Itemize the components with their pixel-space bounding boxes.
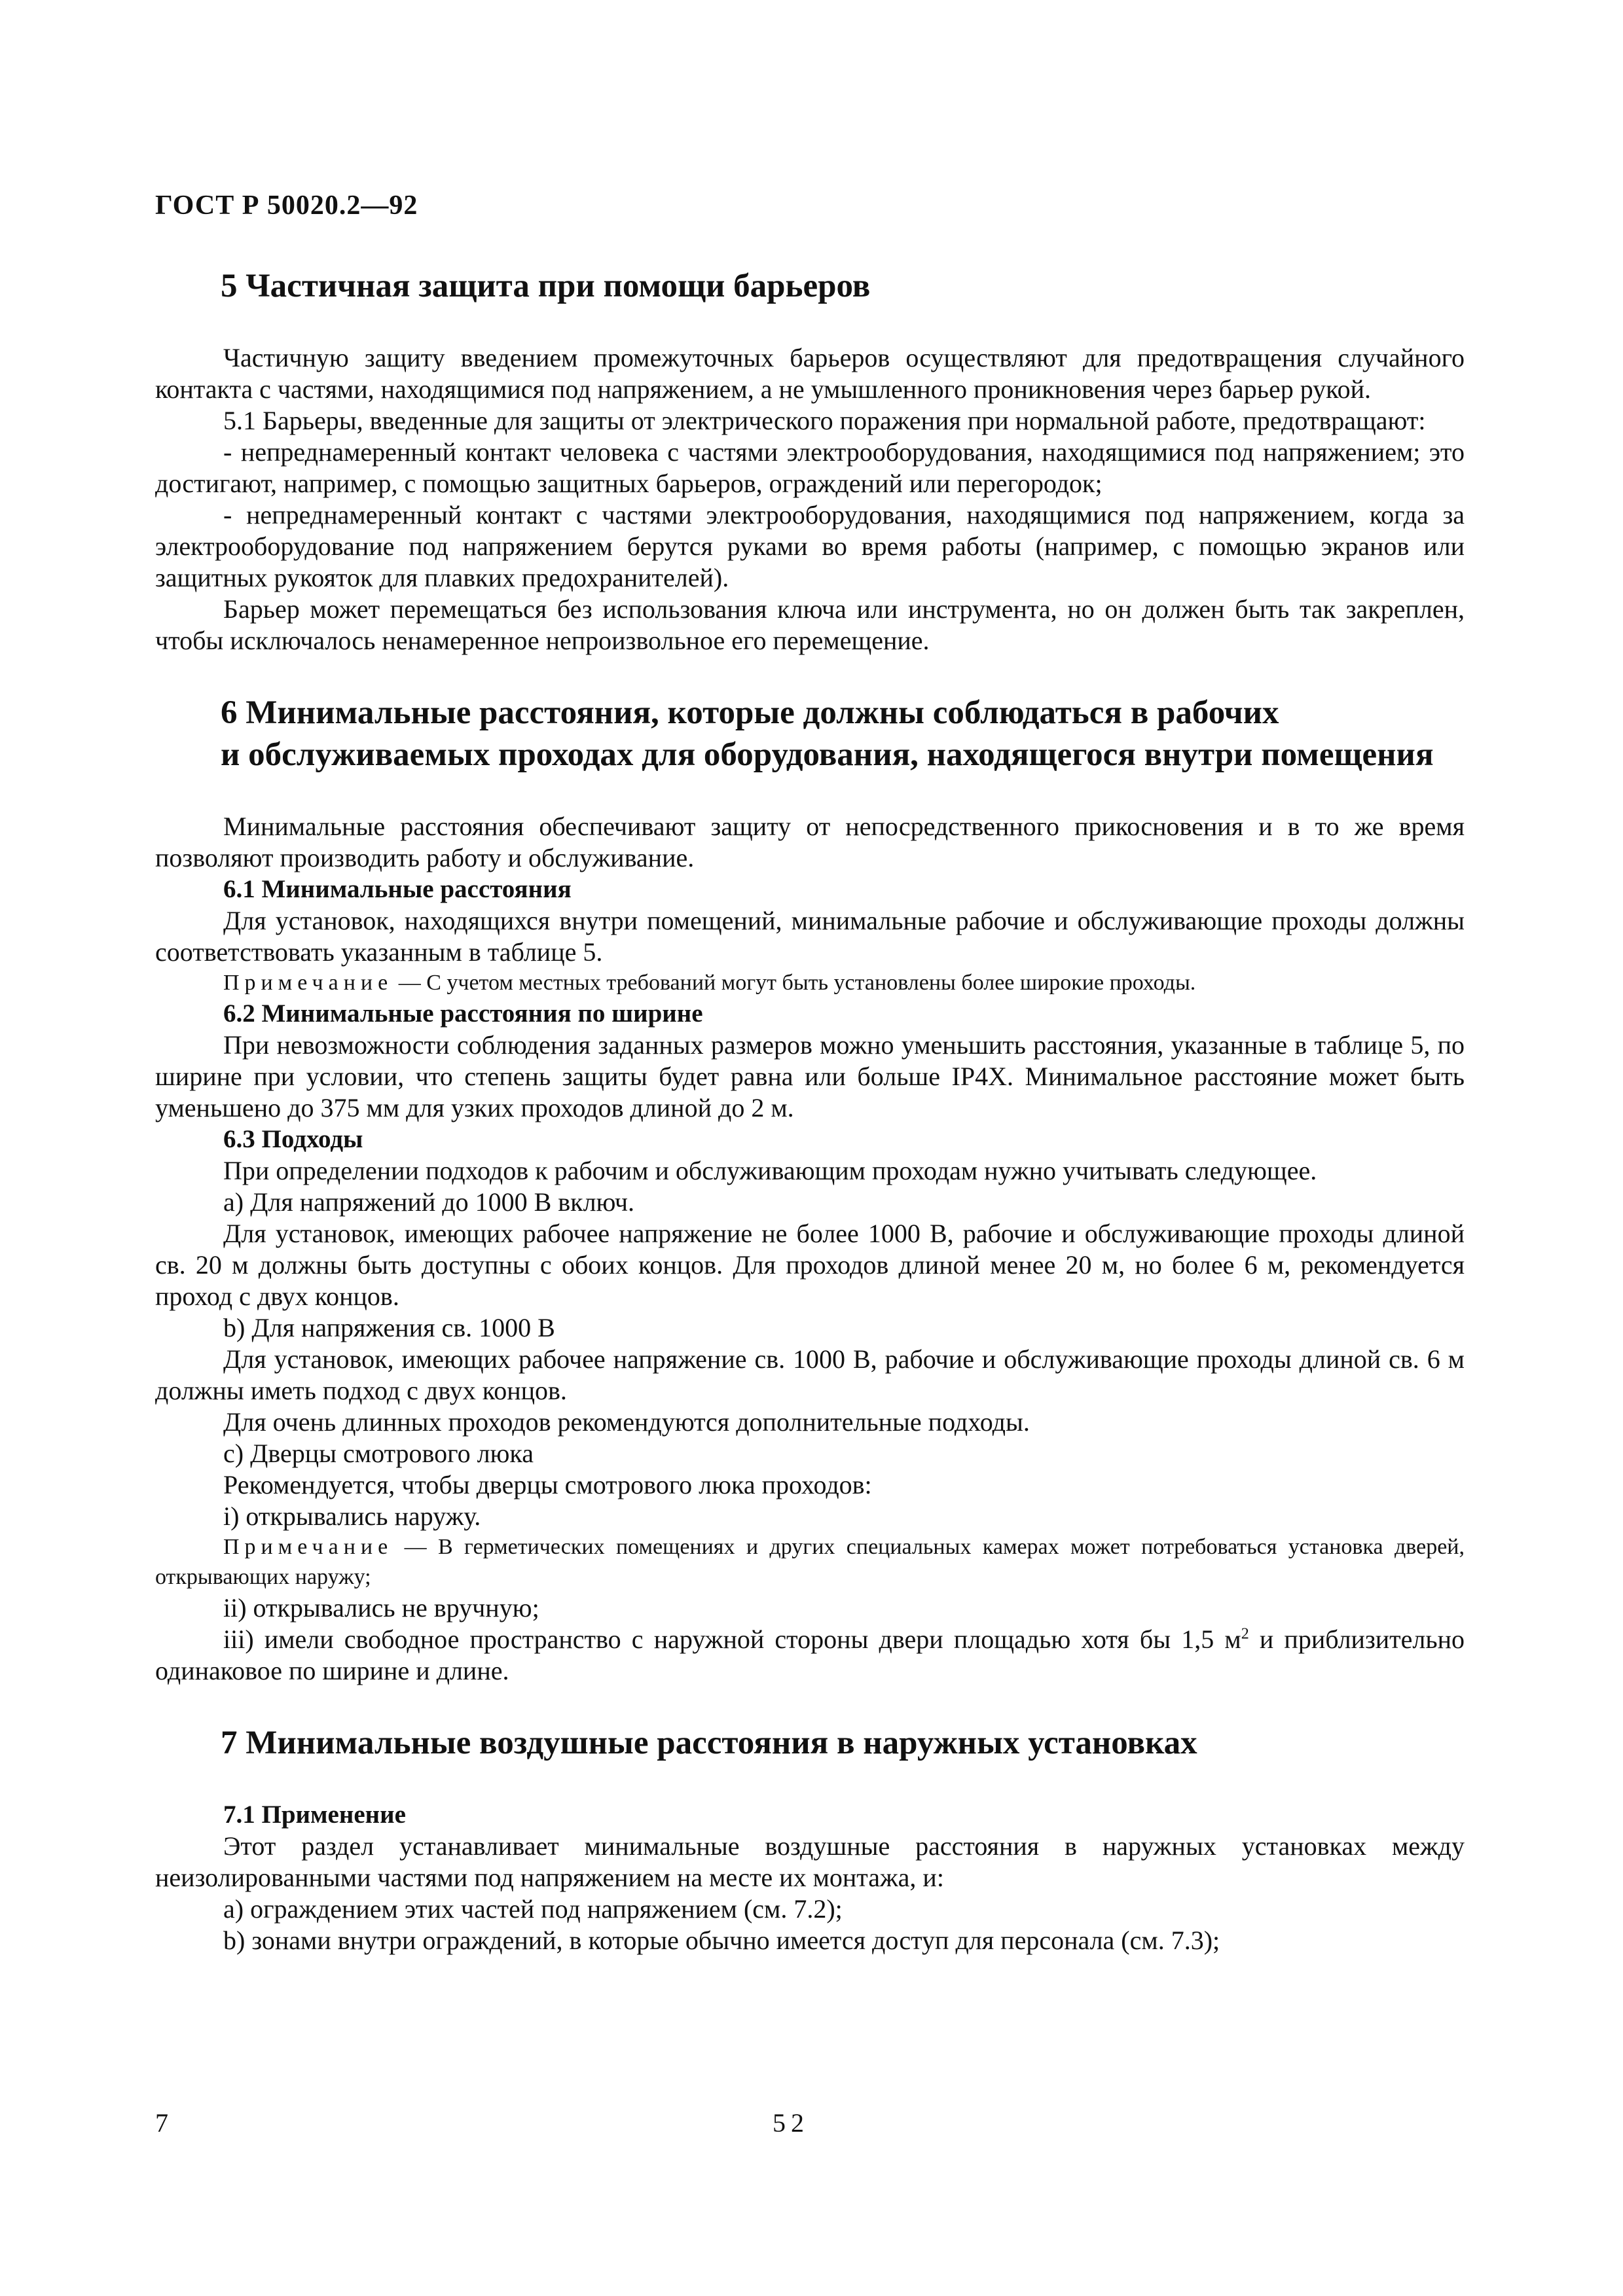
superscript: 2: [1241, 1625, 1249, 1643]
page-number: 7: [155, 2108, 168, 2138]
subsection-heading: 6.2 Минимальные расстояния по ширине: [223, 999, 703, 1028]
document-header: ГОСТ Р 50020.2—92: [155, 190, 418, 221]
paragraph: b) Для напряжения св. 1000 В: [223, 1313, 555, 1342]
note-text: — С учетом местных требований могут быть установлены более широкие проходы.: [393, 971, 1196, 995]
list-item: b) зонами внутри ограждений, в которые обычно имеется доступ для персонала (см. 7.3);: [223, 1926, 1220, 1955]
subsection-heading: 6.1 Минимальные расстояния: [223, 875, 572, 903]
paragraph: c) Дверцы смотрового люка: [223, 1439, 534, 1468]
note-label: Примечание: [223, 971, 393, 995]
paragraph: Частичную защиту введением промежуточных барьеров осуществляют для предотвращения случайного контакта с частями, находящимися под напряжением, а не умышленного проникновения через барьер рукой.: [155, 343, 1465, 404]
subsection-heading: 6.3 Подходы: [223, 1125, 363, 1153]
paragraph: [155, 1624, 1465, 1687]
footer-code: 52: [773, 2108, 809, 2138]
paragraph: 5.1 Барьеры, введенные для защиты от электрического поражения при нормальной работе, предотвращают:: [223, 406, 1426, 435]
text-part: iii) имели свободное пространство с наружной стороны двери площадью хотя бы 1,5 м: [223, 1624, 1241, 1654]
paragraph: Для установок, имеющих рабочее напряжение не более 1000 В, рабочие и обслуживающие проходы длиной св. 20 м должны быть доступны с обоих концов. Для проходов длиной менее 20 м, но более 6 м, рекомендуется проход с двух концов.: [155, 1219, 1465, 1311]
section-6-title-line1: 6 Минимальные расстояния, которые должны соблюдаться в рабочих: [221, 694, 1279, 731]
list-item: - непреднамеренный контакт с частями электрооборудования, находящимися под напряжением, когда за электрооборудование под напряжением берутся руками во время работы (например, с помощью экранов или защитных рукояток для плавких предохранителей).: [155, 500, 1465, 592]
paragraph: При невозможности соблюдения заданных размеров можно уменьшить расстояния, указанные в таблице 5, по ширине при условии, что степень защиты будет равна или больше IP4X. Минимальное расстояние может быть уменьшено до 375 мм для узких проходов длиной до 2 м.: [155, 1030, 1465, 1122]
paragraph: Барьер может перемещаться без использования ключа или инструмента, но он должен быть так закреплен, чтобы исключалось ненамеренное непроизвольное его перемещение.: [155, 594, 1465, 655]
paragraph: a) Для напряжений до 1000 В включ.: [223, 1187, 635, 1217]
paragraph: При определении подходов к рабочим и обслуживающим проходам нужно учитывать следующее.: [223, 1156, 1317, 1185]
note-label: Примечание: [223, 1535, 393, 1559]
section-7-title: 7 Минимальные воздушные расстояния в наружных установках: [221, 1725, 1197, 1761]
paragraph: i) открывались наружу.: [223, 1501, 481, 1531]
paragraph: Рекомендуется, чтобы дверцы смотрового люка проходов:: [223, 1470, 872, 1499]
text-part: и приблизительно одинаковое по ширине и длине.: [155, 1624, 1465, 1685]
paragraph: Для установок, имеющих рабочее напряжение св. 1000 В, рабочие и обслуживающие проходы длиной св. 6 м должны иметь подход с двух концов.: [155, 1344, 1465, 1405]
paragraph: ii) открывались не вручную;: [223, 1593, 539, 1623]
paragraph: Этот раздел устанавливает минимальные воздушные расстояния в наружных установках между неизолированными частями под напряжением на месте их монтажа, и:: [155, 1831, 1465, 1892]
section-6-title-line2: и обслуживаемых проходах для оборудования, находящегося внутри помещения: [221, 736, 1434, 773]
subsection-heading: 7.1 Применение: [223, 1801, 406, 1829]
list-item: - непреднамеренный контакт человека с частями электрооборудования, находящимися под напряжением; это достигают, например, с помощью защитных барьеров, ограждений или перегородок;: [155, 437, 1465, 498]
section-5-title: 5 Частичная защита при помощи барьеров: [221, 268, 871, 304]
paragraph: Для очень длинных проходов рекомендуются дополнительные подходы.: [223, 1407, 1030, 1437]
section-6-title: [221, 692, 1465, 776]
list-item: a) ограждением этих частей под напряжением (см. 7.2);: [223, 1894, 843, 1924]
note: [155, 968, 1465, 998]
note-text: — В герметических помещениях и других специальных камерах может потребоваться установка дверей, открывающих наружу;: [155, 1535, 1465, 1589]
paragraph: Для установок, находящихся внутри помещений, минимальные рабочие и обслуживающие проходы должны соответствовать указанным в таблице 5.: [155, 906, 1465, 967]
document-body: [155, 265, 1465, 1956]
note: [155, 1532, 1465, 1592]
paragraph: Минимальные расстояния обеспечивают защиту от непосредственного прикосновения и в то же время позволяют производить работу и обслуживание.: [155, 812, 1465, 872]
